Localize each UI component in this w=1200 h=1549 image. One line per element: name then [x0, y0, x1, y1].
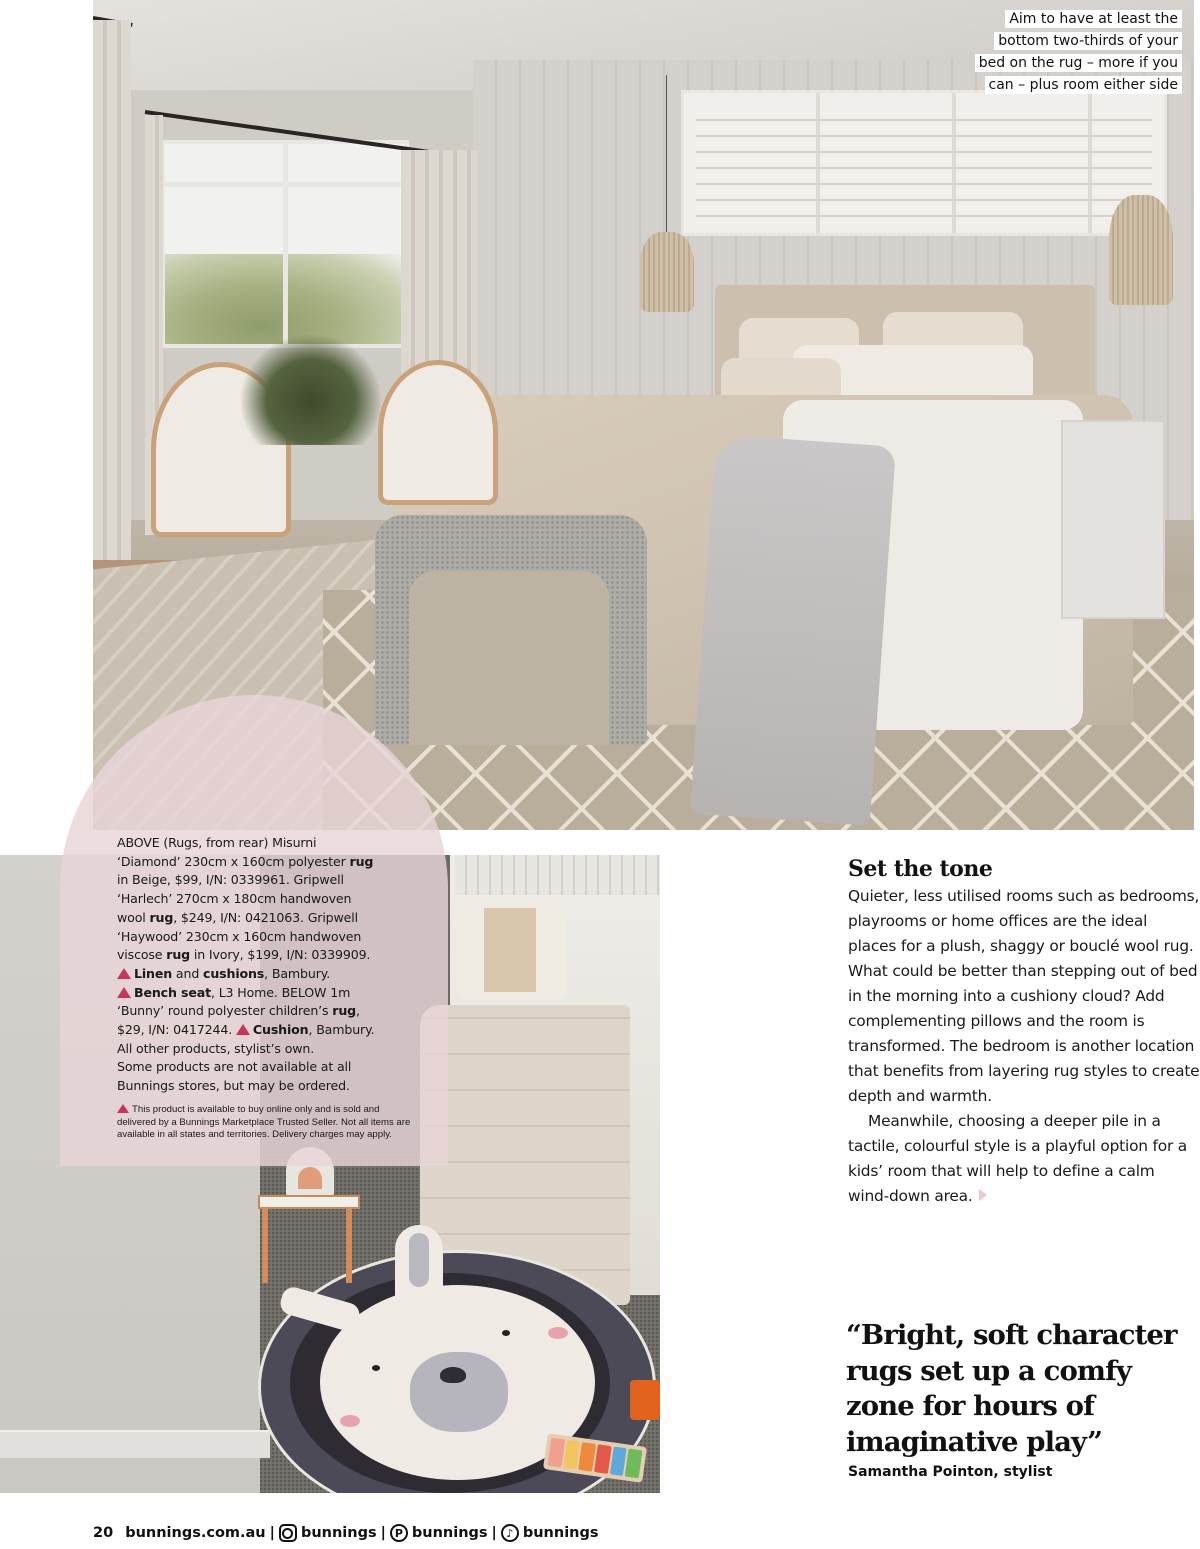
instagram-handle[interactable]: bunnings — [300, 1525, 377, 1541]
quote-attribution: Samantha Pointon, stylist — [848, 1464, 1053, 1480]
table-leg — [346, 1207, 352, 1283]
caption-keyword: Bench seat — [134, 984, 211, 1000]
pull-quote: “Bright, soft character rugs set up a comfy zone for hours of imaginative play” — [846, 1319, 1177, 1458]
caption-line: $29, I/N: 0417244. — [117, 1022, 236, 1038]
article-body — [848, 884, 1200, 1209]
caption-line: ‘Haywood’ 230cm x 160cm handwoven — [117, 928, 362, 944]
pendant-lamp-left — [640, 232, 694, 312]
bench-opening — [409, 571, 609, 745]
bunny-cheek — [548, 1327, 568, 1339]
product-caption — [117, 834, 447, 1096]
linen-throw — [690, 434, 896, 826]
tip-line: can – plus room either side — [985, 76, 1182, 94]
window-mullion — [283, 144, 288, 344]
tiktok-icon: ♪ — [501, 1524, 519, 1542]
caption-line: ABOVE (Rugs, from rear) Misurni — [117, 835, 317, 850]
headboard — [455, 855, 660, 895]
disclaimer-text: This product is available to buy online only and is sold and delivered by a Bunnings Marketplace Trusted Seller. Not all items are available in all states and territories. Delivery charges may apply. — [117, 1104, 411, 1141]
caption-line: in Beige, $99, I/N: 0339961. Gripwell — [117, 872, 344, 888]
page-footer — [93, 1522, 599, 1544]
caption-keyword: cushions — [203, 965, 265, 981]
caption-line: , $249, I/N: 0421063. Gripwell — [173, 909, 358, 925]
bunny-nose — [440, 1367, 466, 1383]
caption-line: , — [356, 1003, 360, 1019]
caption-line: Some products are not available at all — [117, 1059, 352, 1075]
end-of-article-arrow-icon — [979, 1189, 987, 1201]
caption-line: , Bambury. — [308, 1022, 375, 1038]
cushion — [456, 900, 566, 1000]
paragraph-text: Meanwhile, choosing a deeper pile in a tactile, colourful style is a playful option for a kids’ room that will help to define a calm wind-down area. — [848, 1112, 1188, 1205]
caption-line: wool — [117, 909, 150, 925]
pendant-lamp-right — [1109, 195, 1173, 305]
separator: | — [269, 1525, 275, 1541]
marketplace-triangle-icon — [117, 1104, 129, 1113]
caption-line: , L3 Home. BELOW 1m — [210, 984, 351, 1000]
toy-truck — [630, 1380, 660, 1420]
pinterest-icon: P — [390, 1524, 408, 1542]
caption-line: in Ivory, $199, I/N: 0339909. — [190, 947, 371, 963]
caption-keyword: Linen — [134, 965, 173, 981]
window-transom — [165, 182, 405, 187]
pendant-cord — [666, 75, 667, 235]
bunny-eye — [502, 1330, 510, 1336]
bunny-snout — [410, 1352, 508, 1432]
separator: | — [380, 1525, 386, 1541]
caption-keyword: rug — [166, 947, 191, 963]
caption-keyword: Cushion — [252, 1022, 309, 1038]
paragraph — [848, 1109, 1200, 1209]
caption-keyword: rug — [332, 1003, 357, 1019]
caption-line: All other products, stylist’s own. — [117, 1040, 315, 1056]
tip-line: bottom two-thirds of your — [994, 32, 1182, 50]
marketplace-disclaimer — [117, 1104, 417, 1142]
marketplace-triangle-icon — [117, 968, 131, 979]
caption-line: and — [172, 965, 204, 981]
table-leg — [262, 1207, 268, 1283]
tip-line: bed on the rug – more if you — [975, 54, 1182, 72]
boucle-bench-seat — [375, 515, 647, 745]
caption-keyword: rug — [149, 909, 174, 925]
marketplace-triangle-icon — [117, 987, 131, 998]
paragraph: Quieter, less utilised rooms such as bedrooms, playrooms or home offices are the ideal places for a plush, shaggy or bouclé wool rug. What could be better than stepping out of bed in the morning into a cushiony cloud? Add complementing pillows and the room is transformed. The bedroom is another location that benefits from layering rug styles to create depth and warmth. — [848, 887, 1200, 1105]
skirting-board — [0, 1430, 270, 1458]
tiktok-handle[interactable]: bunnings — [522, 1525, 599, 1541]
separator: | — [491, 1525, 497, 1541]
cushion-stripe — [484, 908, 536, 992]
indoor-plant — [241, 335, 381, 445]
bedside-table — [1061, 420, 1165, 619]
page-number: 20 — [93, 1525, 114, 1541]
caption-line: , Bambury. — [264, 965, 331, 981]
caption-keyword: rug — [349, 853, 374, 869]
caption-line: viscose — [117, 947, 167, 963]
shutter-slats — [696, 105, 1152, 221]
marketplace-triangle-icon — [236, 1024, 250, 1035]
caption-line: ‘Diamond’ 230cm x 160cm polyester — [117, 853, 350, 869]
website-link[interactable]: bunnings.com.au — [125, 1525, 266, 1541]
tip-line: Aim to have at least the — [1005, 10, 1182, 28]
toy-table — [258, 1195, 356, 1283]
table-top — [258, 1195, 360, 1209]
bunny-cheek — [340, 1415, 360, 1427]
caption-line: Bunnings stores, but may be ordered. — [117, 1078, 350, 1094]
curtain-left — [93, 20, 131, 580]
window — [161, 140, 409, 348]
caption-line: ‘Bunny’ round polyester children’s — [117, 1003, 333, 1019]
tip-note — [975, 8, 1182, 96]
overhead-shutter-cabinet — [681, 90, 1167, 236]
pinterest-handle[interactable]: bunnings — [411, 1525, 488, 1541]
caption-line: ‘Harlech’ 270cm x 180cm handwoven — [117, 891, 352, 907]
bunny-eye — [372, 1365, 380, 1371]
section-heading: Set the tone — [848, 856, 993, 882]
rattan-chair — [378, 360, 498, 505]
instagram-icon — [279, 1524, 297, 1542]
